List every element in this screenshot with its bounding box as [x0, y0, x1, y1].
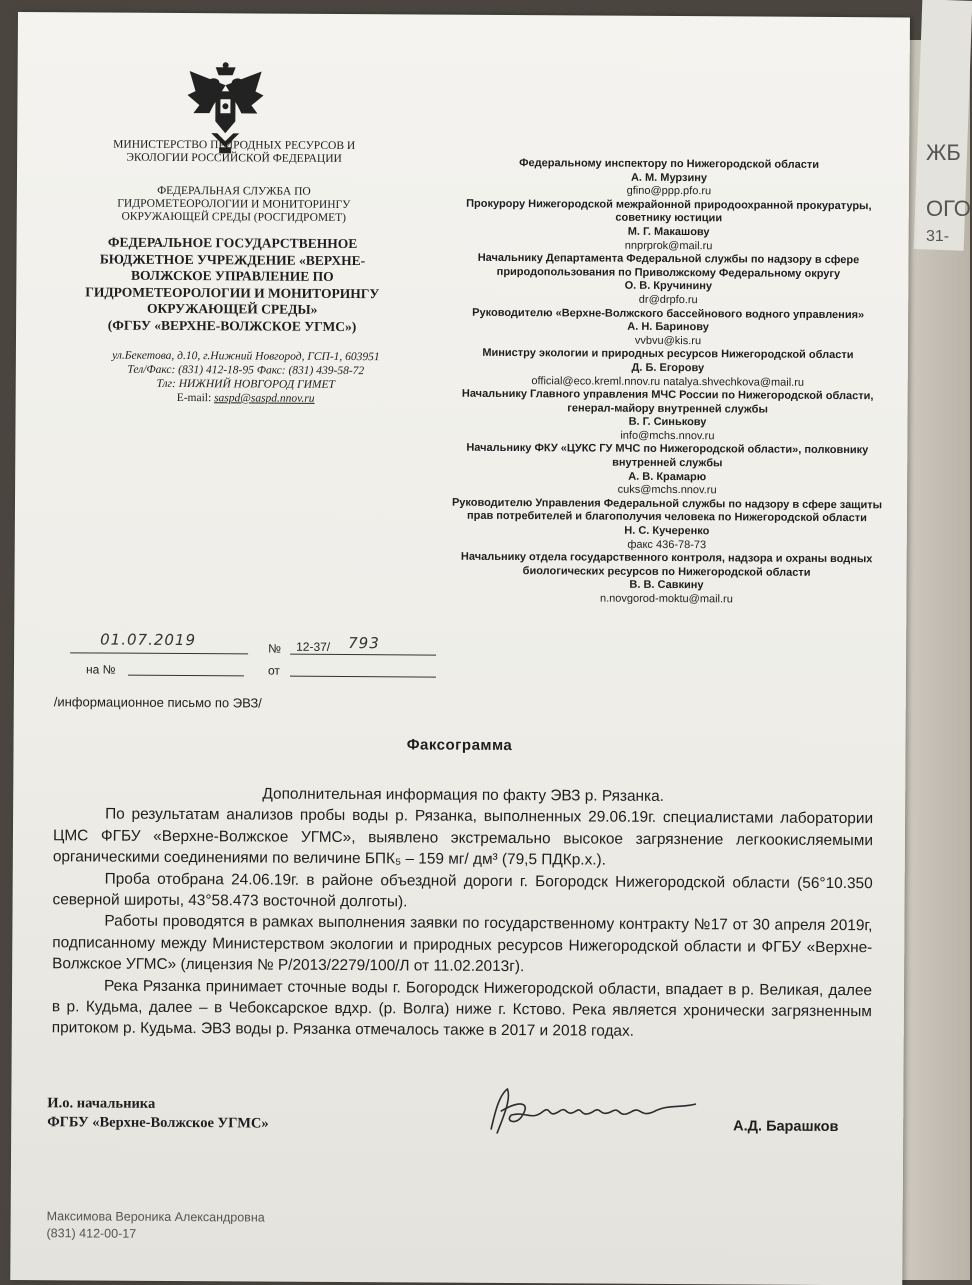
addressee [447, 496, 887, 553]
email-address: saspd@saspd.nnov.ru [214, 392, 315, 405]
body-paragraph: По результатам анализов пробы воды р. Рязанка, выполненных 29.06.19г. специалистами лаборатории ЦМС ФГБУ «Верхне-Волжское УГМС», выявлено экстремально высокое загрязнение легкоокисляемыми органическими соединениями по величине БПК₅ – 159 мг/ дм³ (79,5 ПДКр.х.). [52, 805, 874, 869]
addressee-name: Д. Б. Егорову [631, 361, 705, 375]
ministry-name: МИНИСТЕРСТВО ПРИРОДНЫХ РЕСУРСОВ И ЭКОЛОГИИ РОССИЙСКОЙ ФЕДЕРАЦИИ [113, 138, 356, 165]
addressee-position: Руководителю «Верхне-Волжского бассейнового водного управления» [472, 306, 865, 321]
addressee-contact: vvbvu@kis.ru [634, 334, 702, 347]
executor-phone: (831) 412-00-17 [46, 1226, 137, 1241]
document-body [52, 782, 874, 1044]
reply-label: на № [85, 662, 116, 677]
telegraph-address: Тлг: НИЖНИЙ НОВГОРОД ГИМЕТ [156, 377, 335, 391]
addressee-contact: dr@drpfo.ru [638, 293, 698, 307]
addressee-name: Н. С. Кучеренко [624, 524, 710, 538]
addressee [447, 442, 887, 499]
addressee-position: Федеральному инспектору по Нижегородской области [519, 157, 820, 171]
addressee-contact: nnprprok@mail.ru [624, 239, 713, 252]
addressee [449, 157, 889, 200]
postal-address: ул.Бекетова, д.10, г.Нижний Новгород, ГСП-1, 603951 [112, 349, 380, 364]
addressee-name: А. М. Мурзину [630, 171, 708, 184]
addressee-name: А. Н. Баринову [627, 320, 709, 334]
signatory-position: И.о. начальника [47, 1095, 156, 1112]
reply-date-line [290, 662, 436, 678]
signatory-title [47, 1094, 269, 1133]
phone-fax: Тел/Факс: (831) 412-18-95 Факс: (831) 439-58-72 [127, 363, 365, 378]
email-line [106, 391, 386, 407]
number-line [290, 634, 436, 656]
institution-name [82, 234, 383, 335]
addressee [447, 388, 887, 445]
institution-short-name: (ФГБУ «ВЕРХНЕ-ВОЛЖСКОЕ УГМС») [107, 317, 357, 334]
service-name: ФЕДЕРАЛЬНАЯ СЛУЖБА ПО ГИДРОМЕТЕОРОЛОГИИ И МОНИТОРИНГУ ОКРУЖАЮЩЕЙ СРЕДЫ (РОСГИДРОМЕТ) [117, 184, 351, 225]
handwritten-signature [481, 1081, 721, 1142]
addressee-position: Начальнику отдела государственного контроля, надзора и охраны водных биологических ресурсов по Нижегородской области [460, 550, 873, 579]
addressee-position: Начальнику Главного управления МЧС России по Нижегородской области, генерал-майору внутренней службы [461, 387, 874, 416]
registration-block [62, 630, 482, 685]
institution-address-block [106, 349, 386, 407]
document-sheet [10, 12, 910, 1285]
addressee-position: Министру экологии и природных ресурсов Нижегородской области [482, 347, 854, 362]
addressee-contact: n.novgorod-moktu@mail.ru [599, 592, 733, 606]
addressee-position: Начальнику ФКУ «ЦУКС ГУ МЧС по Нижегородской области», полковнику внутренней службы [466, 442, 869, 470]
background-edge-text: ЖБ [926, 140, 961, 165]
background-edge-text: ОГО [926, 196, 971, 221]
document-title: Факсограмма [406, 736, 513, 755]
body-paragraph: Работы проводятся в рамках выполнения заявки по государственному контракту №17 от 30 апреля 2019г, подписанному между Министерством экологии и природных ресурсов Нижегородской области и ФГБУ «Верхне-Волжское УГМС» (лицензия № Р/2013/2279/100/Л от 11.02.2013г). [52, 912, 873, 976]
addressee-position: Прокурору Нижегородской межрайонной природоохранной прокуратуры, советнику юстиции [466, 197, 872, 225]
addressee [446, 551, 886, 608]
number-symbol: № [268, 641, 282, 656]
addressee-name: В. Г. Синькову [628, 416, 707, 429]
addressee-contact: cuks@mchs.nnov.ru [617, 483, 717, 497]
addressee [448, 252, 888, 309]
executor-name: Максимова Вероника Александровна [46, 1209, 265, 1225]
background-edge-text: 31- [926, 228, 950, 245]
addressee-contact: info@mchs.nnov.ru [620, 429, 715, 443]
addressee-contact: gfino@ppp.pfo.ru [626, 184, 712, 198]
reply-number-line [128, 661, 244, 677]
from-label: от [267, 663, 280, 678]
body-paragraph: Проба отобрана 24.06.19г. в районе объездной дороги г. Богородск Нижегородской области (56°10.350 северной широты, 43°58.473 восточной долготы). [52, 870, 873, 911]
signatory-name: А.Д. Барашков [733, 1118, 839, 1136]
addressee-name: В. В. Савкину [629, 579, 704, 592]
addressee-contact: official@eco.kreml.nnov.ru natalya.shvechkova@mail.ru [531, 374, 805, 389]
addressee-position: Начальнику Департамента Федеральной службы по надзору в сфере природопользования по Приволжскому Федеральному округу [477, 251, 860, 280]
handwritten-date: 01.07.2019 [100, 630, 197, 650]
date-line [70, 630, 248, 654]
addressee-contact: факс 436-78-73 [627, 538, 707, 551]
number-prefix: 12-37/ [296, 639, 331, 654]
handwritten-number: 793 [348, 634, 380, 653]
body-intro: Дополнительная информация по факту ЭВЗ р. Рязанка. [262, 785, 665, 805]
addressee-name: О. В. Кручинину [624, 280, 713, 293]
addressee-list [446, 157, 889, 608]
signatory-organization: ФГБУ «Верхне-Волжское УГМС» [47, 1114, 269, 1132]
body-paragraph: Река Рязанка принимает сточные воды г. Богородск Нижегородской области, впадает в р. Великая, далее в р. Кудьма, далее – в Чебоксарское вдхр. (р. Волга) ниже г. Кстово. Река является хронически загрязненным притоком р. Кудьма. ЭВЗ воды р. Рязанка отмечалось также в 2017 и 2018 годах. [51, 977, 873, 1041]
addressee-position: Руководителю Управления Федеральной службы по надзору в сфере защиты прав потребителей и благополучия человека по Нижегородской области [451, 496, 883, 525]
addressee [448, 306, 888, 349]
addressee-name: А. В. Крамарю [628, 470, 707, 483]
email-label: E-mail: [176, 391, 212, 405]
addressee [449, 197, 889, 254]
addressee [448, 347, 888, 390]
executor-info [46, 1208, 264, 1243]
institution-full-name: ФЕДЕРАЛЬНОЕ ГОСУДАРСТВЕННОЕ БЮДЖЕТНОЕ УЧРЕЖДЕНИЕ «ВЕРХНЕ-ВОЛЖСКОЕ УПРАВЛЕНИЕ ПО ГИДРОМЕТЕОРОЛОГИИ И МОНИТОРИНГУ ОКРУЖАЮЩЕЙ СРЕДЫ» [85, 234, 380, 317]
subject-line: /информационное письмо по ЭВЗ/ [53, 694, 262, 711]
addressee-name: М. Г. Макашову [627, 225, 710, 239]
